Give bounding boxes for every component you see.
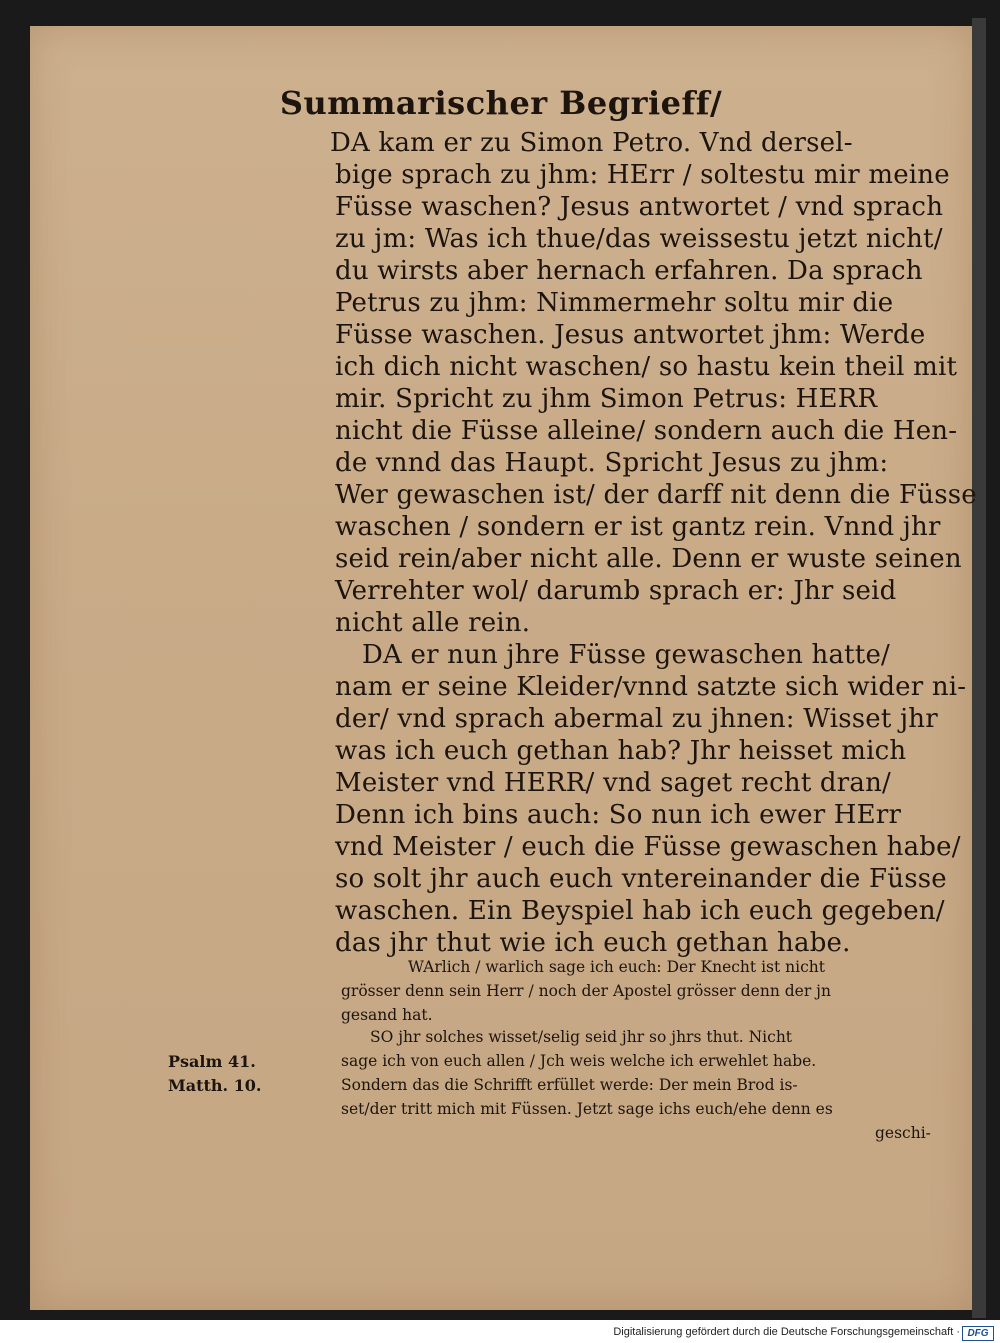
small-line: SO jhr solches wisset/selig seid jhr so jhrs thut. Nicht — [370, 1028, 793, 1046]
body-line: ich dich nicht waschen/ so hastu kein theil mit — [335, 352, 958, 382]
page-heading: Summarischer Begrieff/ — [279, 84, 723, 122]
body-line: Petrus zu jhm: Nimmermehr soltu mir die — [335, 288, 894, 318]
body-line: so solt jhr auch euch vntereinander die Füsse — [335, 864, 947, 894]
body-line: Meister vnd HERR/ vnd saget recht dran/ — [335, 768, 892, 798]
body-line: DA kam er zu Simon Petro. Vnd dersel- — [330, 128, 853, 158]
body-line: nicht die Füsse alleine/ sondern auch die Hen- — [335, 416, 958, 446]
funding-notice: Digitalisierung gefördert durch die Deutsche Forschungsgemeinschaft · — [613, 1326, 960, 1338]
body-line: was ich euch gethan hab? Jhr heisset mich — [335, 736, 907, 766]
body-line: Wer gewaschen ist/ der darff nit denn die Füsse — [335, 480, 977, 510]
small-line: sage ich von euch allen / Jch weis welche ich erwehlet habe. — [341, 1052, 817, 1070]
body-line: du wirsts aber hernach erfahren. Da sprach — [335, 256, 923, 286]
body-line: Verrehter wol/ darumb sprach er: Jhr seid — [335, 576, 897, 606]
document-page — [30, 26, 977, 1310]
body-line: seid rein/aber nicht alle. Denn er wuste seinen — [335, 544, 962, 574]
body-line: Füsse waschen. Jesus antwortet jhm: Werde — [335, 320, 926, 350]
body-line: nicht alle rein. — [335, 608, 531, 638]
body-line: der/ vnd sprach abermal zu jhnen: Wisset jhr — [335, 704, 938, 734]
small-line: gesand hat. — [341, 1006, 433, 1024]
body-line: waschen / sondern er ist gantz rein. Vnnd jhr — [335, 512, 941, 542]
body-line: das jhr thut wie ich euch gethan habe. — [335, 928, 851, 958]
small-line: WArlich / warlich sage ich euch: Der Knecht ist nicht — [408, 958, 825, 976]
body-line: Füsse waschen? Jesus antwortet / vnd sprach — [335, 192, 944, 222]
body-line: bige sprach zu jhm: HErr / soltestu mir meine — [335, 160, 950, 190]
margin-note-reference: Matth. 10. — [168, 1076, 262, 1095]
body-line: nam er seine Kleider/vnnd satzte sich wider ni- — [335, 672, 967, 702]
body-line: DA er nun jhre Füsse gewaschen hatte/ — [362, 640, 890, 670]
page-edge — [972, 18, 986, 1318]
body-line: mir. Spricht zu jhm Simon Petrus: HERR — [335, 384, 878, 414]
small-line: grösser denn sein Herr / noch der Apostel grösser denn der jn — [341, 982, 831, 1000]
body-line: waschen. Ein Beyspiel hab ich euch gegeben/ — [335, 896, 945, 926]
body-line: Denn ich bins auch: So nun ich ewer HErr — [335, 800, 902, 830]
small-line: geschi- — [875, 1124, 931, 1142]
body-line: zu jm: Was ich thue/das weissestu jetzt nicht/ — [335, 224, 943, 254]
small-line: Sondern das die Schrifft erfüllet werde: Der mein Brod is- — [341, 1076, 798, 1094]
body-line: de vnnd das Haupt. Spricht Jesus zu jhm: — [335, 448, 889, 478]
small-line: set/der tritt mich mit Füssen. Jetzt sage ichs euch/ehe denn es — [341, 1100, 833, 1118]
margin-note-reference: Psalm 41. — [168, 1052, 256, 1071]
footer-bar — [0, 1323, 1000, 1343]
dfg-logo-icon: DFG — [962, 1326, 994, 1341]
body-line: vnd Meister / euch die Füsse gewaschen habe/ — [335, 832, 961, 862]
